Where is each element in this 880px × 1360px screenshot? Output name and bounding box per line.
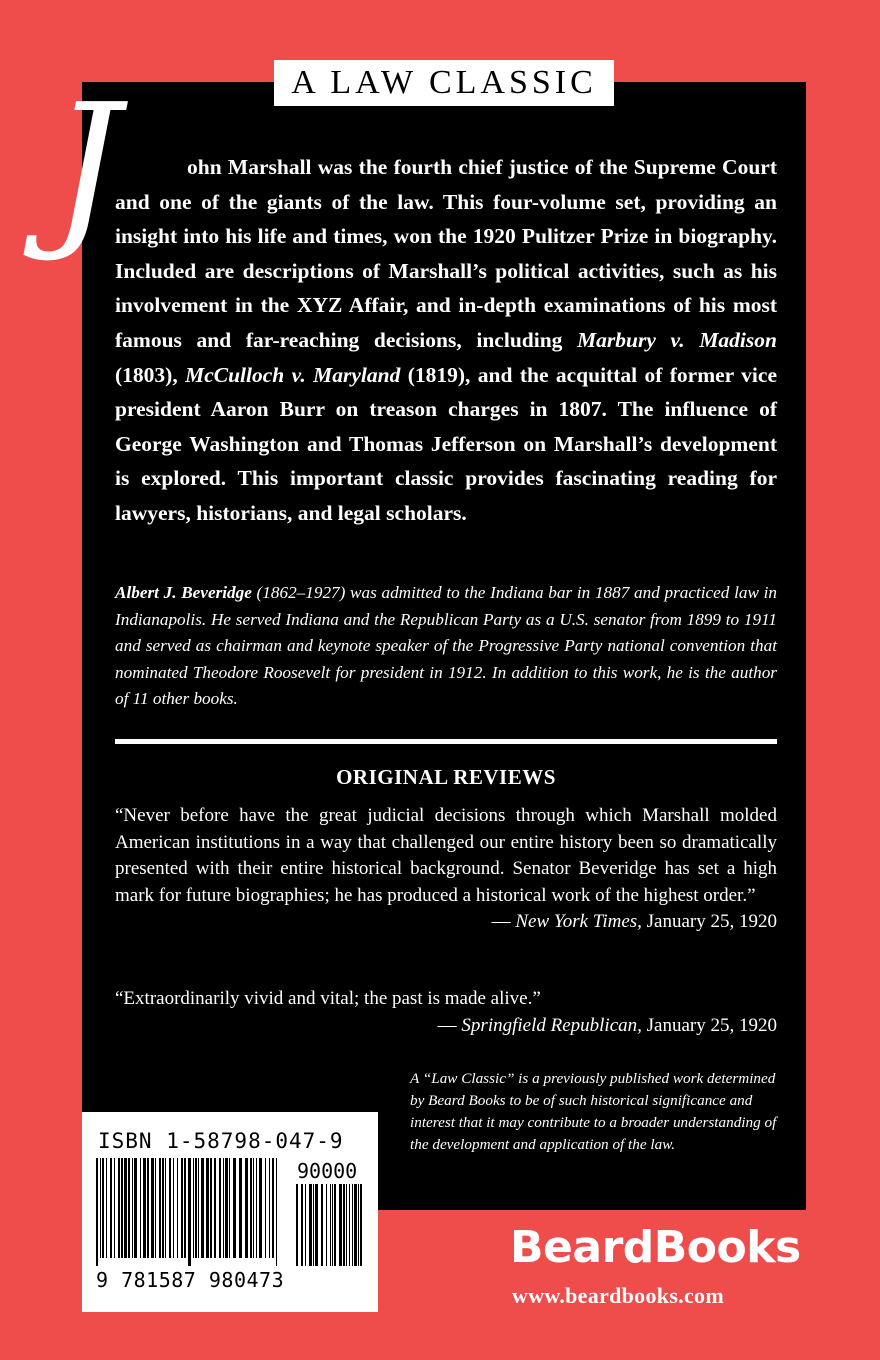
review-source: Springfield Republican,: [461, 1014, 642, 1036]
barcode-bar: [315, 1184, 318, 1266]
barcode-bar: [201, 1158, 204, 1258]
barcode-bar: [177, 1158, 178, 1258]
barcode-bar: [124, 1158, 127, 1258]
barcode-bar: [184, 1158, 186, 1258]
barcode-bar: [269, 1158, 270, 1258]
drop-cap: J: [52, 68, 121, 266]
barcode-number: 9 781587 980473: [96, 1268, 285, 1292]
case-mcculloch: McCulloch v. Maryland: [185, 362, 401, 387]
review-attribution: — New York Times, January 25, 1920: [491, 911, 777, 932]
barcode-bar: [110, 1158, 112, 1258]
barcode-bar: [121, 1158, 123, 1258]
barcode-bar: [214, 1158, 216, 1258]
barcode-bar: [321, 1184, 323, 1266]
barcode-bar: [305, 1184, 306, 1266]
review-quote: “Never before have the great judicial decisions through which Marshall molded American institutions in a way that challenged our entire history been so dramatically presented with their entire historical background. Senator Beveridge has set a high mark for future biographies; he has produced a historical work of the highest order.”: [115, 805, 777, 906]
barcode-bar: [223, 1158, 224, 1258]
barcode-bar: [188, 1158, 191, 1266]
description-text: ohn Marshall was the fourth chief justice of the Supreme Court and one of the giants of the law. This four-volume set, providing an insight into his life and times, won the 1920 Pulitzer Prize in biography. Included are descriptions of Marshall’s political activities, such as his involvement in the XYZ Affair, and in-depth examinations of his most famous and far-reaching decisions, including: [115, 155, 777, 352]
review-2: [115, 986, 777, 1039]
description-text: (1819), and the acquittal of former vice president Aaron Burr on treason charges in 1807. The influence of George Washington and Thomas Jefferson on Marshall’s development is explored. This important classic provides fascinating reading for lawyers, historians, and legal scholars.: [115, 362, 777, 525]
barcode-bar: [339, 1184, 342, 1266]
barcode-bar: [118, 1158, 120, 1258]
publisher-url[interactable]: www.beardbooks.com: [512, 1283, 724, 1308]
reviews-heading: ORIGINAL REVIEWS: [336, 765, 556, 789]
barcode-bar: [225, 1158, 228, 1258]
barcode-bar: [181, 1158, 183, 1258]
author-name: Albert J. Beveridge: [115, 583, 252, 602]
barcode-bar: [162, 1158, 164, 1258]
divider: [115, 739, 777, 744]
barcode-bar: [165, 1158, 166, 1258]
barcode-bar: [114, 1158, 115, 1258]
barcode-bar: [272, 1158, 274, 1258]
barcode-bar: [343, 1184, 345, 1266]
barcode-bar: [354, 1184, 357, 1266]
barcode-bar: [132, 1158, 133, 1258]
publisher-logo: BeardBooks: [510, 1222, 801, 1273]
barcode-bar: [193, 1158, 194, 1258]
barcode-bar: [100, 1158, 101, 1258]
barcode-bar: [169, 1158, 171, 1258]
barcode-bar: [229, 1158, 230, 1258]
barcode-bar: [259, 1158, 262, 1258]
barcode-bar: [245, 1158, 248, 1258]
barcode-bar: [173, 1158, 174, 1258]
review-attribution: — Springfield Republican, January 25, 1920: [437, 1014, 777, 1036]
barcode-bar: [134, 1158, 137, 1258]
barcode-bar: [313, 1184, 314, 1266]
barcode-bar: [140, 1158, 141, 1258]
barcode-bar: [195, 1158, 197, 1258]
barcode-bar: [349, 1184, 350, 1266]
barcode-bar: [250, 1158, 252, 1258]
barcode-bar: [346, 1184, 347, 1266]
barcode-bar: [265, 1158, 266, 1258]
barcode-bar: [256, 1158, 257, 1258]
barcode-bar: [206, 1158, 209, 1258]
description-text: (1803),: [115, 362, 186, 387]
author-bio: [115, 580, 777, 713]
barcode-addon: 90000: [297, 1159, 358, 1183]
series-badge: A LAW CLASSIC: [274, 60, 614, 106]
author-bio-text: (1862–1927) was admitted to the Indiana bar in 1887 and practiced law in Indianapolis. He served Indiana and the Republican Party as a U.S. senator from 1899 to 1911 and served as chairman and keynote speaker of the Progressive Party national convention that nominated Theodore Roosevelt for president in 1912. In addition to this work, he is the author of 11 other books.: [115, 583, 778, 709]
case-marbury: Marbury v. Madison: [577, 327, 777, 352]
barcode-bar: [147, 1158, 149, 1258]
barcode-bar: [296, 1184, 298, 1266]
review-date: January 25, 1920: [641, 911, 777, 932]
barcode-bar: [128, 1158, 130, 1258]
barcode-bar: [155, 1158, 156, 1258]
barcode-bar: [360, 1184, 362, 1266]
law-classic-note: A “Law Classic” is a previously published work determined by Beard Books to be of such historical significance and interest that it may contribute to a broader understanding of the development and application of the law.: [410, 1070, 777, 1153]
barcode-bar: [219, 1158, 221, 1258]
barcode-bar: [309, 1184, 312, 1266]
review-date: January 25, 1920: [641, 1014, 777, 1036]
barcode-bar: [102, 1158, 104, 1258]
barcode-bar: [159, 1158, 161, 1258]
review-1: [115, 803, 777, 936]
barcode-bar: [233, 1158, 236, 1258]
barcode-bar: [210, 1158, 212, 1258]
isbn-label: ISBN 1-58798-047-9: [98, 1129, 344, 1153]
barcode-bar: [352, 1184, 353, 1266]
barcode-bar: [198, 1158, 199, 1258]
barcode-bar: [276, 1158, 277, 1266]
barcode-bar: [253, 1158, 254, 1258]
barcode-bar: [239, 1158, 242, 1258]
barcode-bar: [143, 1158, 146, 1258]
barcode-icon: [92, 1158, 368, 1276]
barcode-bar: [326, 1184, 327, 1266]
barcode-bar: [334, 1184, 336, 1266]
barcode-bar: [96, 1158, 98, 1266]
barcode-bar: [106, 1158, 107, 1258]
book-description: [115, 150, 777, 531]
barcode-bar: [358, 1184, 359, 1266]
barcode-bar: [151, 1158, 154, 1258]
review-source: New York Times,: [515, 911, 642, 932]
barcode-bar: [332, 1184, 333, 1266]
review-quote: “Extraordinarily vivid and vital; the past is made alive.”: [115, 988, 541, 1009]
barcode-bar: [301, 1184, 303, 1266]
barcode-bar: [330, 1184, 331, 1266]
